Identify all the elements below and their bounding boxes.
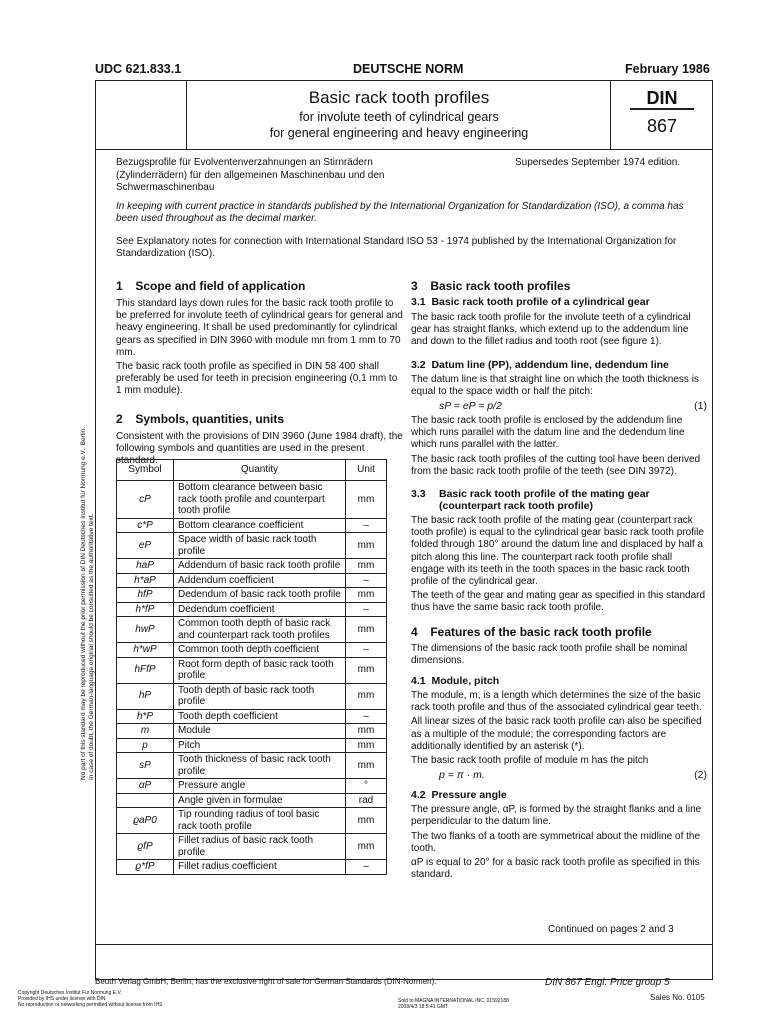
document-title: Basic rack tooth profiles xyxy=(308,88,490,107)
table-row xyxy=(117,793,387,808)
table-cell-quantity: Tooth depth of basic rack tooth profile xyxy=(174,683,346,709)
table-cell-unit: mm xyxy=(346,588,387,603)
table-cell-unit: mm xyxy=(346,753,387,779)
formula-1 xyxy=(439,400,707,412)
equation-number: (2) xyxy=(694,769,707,782)
table-row xyxy=(117,617,387,643)
continued-note: Continued on pages 2 and 3 xyxy=(548,924,674,935)
section-2-heading xyxy=(116,412,404,426)
table-cell-symbol: hwP xyxy=(117,617,174,643)
table-row xyxy=(117,753,387,779)
table-cell-unit: rad xyxy=(346,793,387,808)
table-row xyxy=(117,481,387,519)
table-row xyxy=(117,602,387,617)
section-1-heading xyxy=(116,279,404,293)
table-cell-symbol: sP xyxy=(117,753,174,779)
explanatory-note: See Explanatory notes for connection with International Standard ISO 53 - 1974 published by the International Organization for Standardization (ISO). xyxy=(116,236,677,260)
publication-date: February 1986 xyxy=(625,62,710,76)
formula-text: p = π · m. xyxy=(439,769,485,782)
table-cell-symbol: h*aP xyxy=(117,573,174,588)
table-cell-unit: mm xyxy=(346,738,387,753)
din-label: DIN xyxy=(646,88,678,108)
equation-number: (1) xyxy=(694,400,707,413)
copyright-line-1: Copyright Deutsches Institut Fur Normung E.V. xyxy=(18,990,122,996)
table-cell-symbol: p xyxy=(117,738,174,753)
table-cell-unit: mm xyxy=(346,617,387,643)
table-cell-symbol: cP xyxy=(117,481,174,519)
udc-code: UDC 621.833.1 xyxy=(95,62,182,76)
table-row xyxy=(117,808,387,834)
symbols-table xyxy=(116,459,387,875)
table-cell-unit: mm xyxy=(346,657,387,683)
footer-copyright xyxy=(18,990,163,1008)
table-cell-quantity: Tooth thickness of basic rack tooth profile xyxy=(174,753,346,779)
section-4-heading xyxy=(411,625,707,639)
table-cell-quantity: Module xyxy=(174,724,346,739)
table-cell-quantity: Space width of basic rack tooth profile xyxy=(174,533,346,559)
section-1-para-1: This standard lays down rules for the basic rack tooth profile to be preferred for involute teeth of cylindrical gears for general and heavy engineering. It shall be used predominantly for cylindrical gears as specified in DIN 3960 with module mn from 1 mm to 70 mm. xyxy=(116,298,403,358)
section-number: 3.3 xyxy=(411,488,426,501)
table-cell-quantity: Angle given in formulae xyxy=(174,793,346,808)
table-row xyxy=(117,588,387,603)
section-3-heading xyxy=(411,279,707,293)
table-row xyxy=(117,533,387,559)
table-cell-symbol: m xyxy=(117,724,174,739)
section-3-1-heading xyxy=(411,296,707,308)
table-cell-symbol: c*P xyxy=(117,518,174,533)
table-row xyxy=(117,657,387,683)
table-cell-quantity: Dedendum coefficient xyxy=(174,602,346,617)
german-title: Bezugsprofile für Evolventenverzahnungen an Stirnrädern (Zylinderrädern) für den allgemeinen Maschinenbau und den Schwermaschinenbau xyxy=(116,157,385,193)
table-cell-symbol: αP xyxy=(117,779,174,794)
section-4-1-para-3: The basic rack tooth profile of module m has the pitch xyxy=(411,755,649,767)
table-cell-symbol: hfP xyxy=(117,588,174,603)
table-cell-unit: mm xyxy=(346,808,387,834)
side-note-text xyxy=(80,240,96,780)
section-4-2-para-2: The two flanks of a tooth are symmetrical about the midline of the tooth. xyxy=(411,830,701,854)
table-cell-unit: – xyxy=(346,602,387,617)
section-number: 4.1 xyxy=(411,675,426,688)
table-cell-quantity: Addendum coefficient xyxy=(174,573,346,588)
section-3-1-para: The basic rack tooth profile for the involute teeth of a cylindrical gear has straight flanks, which extend up to the addendum line and down to the fillet radius and tooth root (see figure 1). xyxy=(411,312,691,348)
table-cell-unit: mm xyxy=(346,481,387,519)
table-cell-symbol: h*P xyxy=(117,709,174,724)
side-note-line-1: No part of this standard may be reproduced without the prior permission of DIN Deutsches Institut für Normung e.V., Berlin. xyxy=(80,426,87,780)
table-body xyxy=(117,481,387,875)
section-title: Basic rack tooth profile of a cylindrical gear xyxy=(431,296,650,308)
section-number: 3.2 xyxy=(411,358,426,371)
section-4-para: The dimensions of the basic rack tooth profile shall be nominal dimensions. xyxy=(411,642,688,666)
section-3-2-para-2: The basic rack tooth profile is enclosed by the addendum line which runs parallel with the datum line and the dedendum line which runs parallel with the latter. xyxy=(411,415,685,451)
section-title: Features of the basic rack tooth profile xyxy=(430,624,652,639)
section-4-1-heading xyxy=(411,675,707,687)
iso-note: In keeping with current practice in standards published by the International Organization for Standardization (ISO), a comma has been used throughout as the decimal marker. xyxy=(116,201,684,225)
col-header-symbol: Symbol xyxy=(117,460,174,481)
section-4-1-para-1: The module, m, is a length which determines the size of the basic rack tooth profile and thus of the associated cylindrical gear teeth. xyxy=(411,690,702,714)
formula-text: sP = eP = p/2 xyxy=(439,400,502,413)
section-title: Symbols, quantities, units xyxy=(135,411,285,426)
table-cell-unit: mm xyxy=(346,724,387,739)
table-cell-quantity: Common tooth depth coefficient xyxy=(174,643,346,658)
table-cell-quantity: Tip rounding radius of tool basic rack tooth profile xyxy=(174,808,346,834)
table-cell-quantity: Addendum of basic rack tooth profile xyxy=(174,559,346,574)
sold-timestamp: 2008/4/3 18:5:41 GMT xyxy=(398,1004,449,1010)
section-title: Pressure angle xyxy=(431,789,507,802)
table-cell-symbol xyxy=(117,793,174,808)
side-copyright-note xyxy=(38,240,95,780)
section-3-3-heading xyxy=(411,488,707,512)
section-1-para-2: The basic rack tooth profile as specified in DIN 58 400 shall preferably be used for teeth in precision engineering (0,1 mm to 1 mm module). xyxy=(116,361,398,397)
table-cell-unit: mm xyxy=(346,834,387,860)
table-row xyxy=(117,738,387,753)
table-row xyxy=(117,709,387,724)
table-cell-quantity: Tooth depth coefficient xyxy=(174,709,346,724)
table-cell-symbol: h*wP xyxy=(117,643,174,658)
table-row xyxy=(117,779,387,794)
table-cell-symbol: eP xyxy=(117,533,174,559)
section-3-2-heading xyxy=(411,359,707,371)
table-row xyxy=(117,834,387,860)
left-column xyxy=(116,279,404,469)
bottom-rule xyxy=(95,944,713,945)
table-cell-symbol: hP xyxy=(117,683,174,709)
table-cell-unit: – xyxy=(346,643,387,658)
table-cell-symbol: ϱfP xyxy=(117,834,174,860)
section-title: Datum line (PP), addendum line, dedendum line xyxy=(431,358,669,371)
table-row xyxy=(117,518,387,533)
table-cell-symbol: ϱaP0 xyxy=(117,808,174,834)
table-cell-quantity: Root form depth of basic rack tooth profile xyxy=(174,657,346,683)
section-number: 4.2 xyxy=(411,789,426,802)
section-3-2-para-3: The basic rack tooth profiles of the cutting tool have been derived from the basic rack tooth profile of the teeth (see DIN 3972). xyxy=(411,453,701,477)
table-cell-quantity: Fillet radius coefficient xyxy=(174,860,346,875)
footer-sold-to xyxy=(398,998,509,1010)
section-2-para-1: Consistent with the provisions of DIN 3960 (June 1984 draft), the following symbols and quantities are used in the present standard. xyxy=(116,430,403,467)
right-column xyxy=(411,279,707,884)
col-header-unit: Unit xyxy=(346,460,387,481)
copyright-line-2: Provided by IHS under license with DIN xyxy=(18,996,106,1002)
table-cell-unit: – xyxy=(346,709,387,724)
section-title: Module, pitch xyxy=(431,675,500,688)
section-title: Scope and field of application xyxy=(135,279,306,293)
section-4-1-para-2: All linear sizes of the basic rack tooth profile can also be specified as a multiple of the module; the corresponding factors are additionally identified by an asterisk (*). xyxy=(411,716,702,752)
footer-din-reference: DIN 867 Engl. Price group 5 xyxy=(545,977,670,988)
table-header-row xyxy=(117,460,387,481)
section-3-2-para-1: The datum line is that straight line on which the tooth thickness is equal to the space width or half the pitch: xyxy=(411,373,699,397)
table-cell-unit: – xyxy=(346,573,387,588)
section-4-2-para-1: The pressure angle, αP, is formed by the straight flanks and a line perpendicular to the datum line. xyxy=(411,804,702,828)
table-cell-quantity: Dedendum of basic rack tooth profile xyxy=(174,588,346,603)
section-number: 3 xyxy=(411,279,418,293)
table-cell-unit: – xyxy=(346,518,387,533)
table-cell-symbol: hFfP xyxy=(117,657,174,683)
footer-beuth-note: Beuth Verlag GmbH, Berlin, has the exclusive right of sale for German Standards (DIN-Normen). xyxy=(95,977,437,986)
table-cell-unit: ° xyxy=(346,779,387,794)
section-number: 4 xyxy=(411,624,418,639)
document-subtitle-1: for involute teeth of cylindrical gears xyxy=(299,110,499,124)
table-row xyxy=(117,683,387,709)
section-number: 2 xyxy=(116,411,123,426)
table-cell-quantity: Pitch xyxy=(174,738,346,753)
din-number: 867 xyxy=(646,116,678,136)
sold-to-line: Sold to:MAGNA INTERNATIONAL INC, 01592188 xyxy=(398,998,509,1004)
table-cell-unit: – xyxy=(346,860,387,875)
title-box-left-cell xyxy=(95,80,187,150)
table-row xyxy=(117,643,387,658)
table-cell-symbol: h*fP xyxy=(117,602,174,617)
section-4-2-heading xyxy=(411,789,707,801)
document-header xyxy=(95,62,715,80)
section-4-2-para-3: αP is equal to 20° for a basic rack tooth profile as specified in this standard. xyxy=(411,857,700,881)
table-row xyxy=(117,559,387,574)
footer-sales-number: Sales No. 0105 xyxy=(650,993,705,1002)
table-cell-symbol: ϱ*fP xyxy=(117,860,174,875)
col-header-quantity: Quantity xyxy=(174,460,346,481)
symbols-table-wrapper xyxy=(116,459,387,875)
table-cell-symbol: haP xyxy=(117,559,174,574)
section-number: 1 xyxy=(116,279,123,293)
table-cell-unit: mm xyxy=(346,683,387,709)
table-cell-quantity: Pressure angle xyxy=(174,779,346,794)
section-title: Basic rack tooth profiles xyxy=(430,279,571,293)
side-note-line-2: In case of doubt, the German-language original should be consulted as the authoritative text. xyxy=(88,513,95,780)
table-cell-unit: mm xyxy=(346,533,387,559)
section-number: 3.1 xyxy=(411,296,426,308)
section-title: Basic rack tooth profile of the mating gear (counterpart rack tooth profile) xyxy=(439,488,650,513)
table-row xyxy=(117,573,387,588)
supersedes-note: Supersedes September 1974 edition. xyxy=(515,157,681,168)
table-row xyxy=(117,860,387,875)
table-cell-quantity: Bottom clearance between basic rack tooth profile and counterpart tooth profile xyxy=(174,481,346,519)
table-row xyxy=(117,724,387,739)
document-subtitle-2: for general engineering and heavy engineering xyxy=(269,126,529,140)
section-3-3-para-1: The basic rack tooth profile of the mating gear (counterpart rack tooth profile) is equal to the cylindrical gear basic rack tooth profile folded through 180° around the datum line and displaced by half a pitch along this line. The counterpart rack tooth profile shall engage with its teeth in the tooth spaces in the basic rack tooth profile of the cylindrical gear. xyxy=(411,515,704,588)
table-cell-quantity: Bottom clearance coefficient xyxy=(174,518,346,533)
section-3-3-para-2: The teeth of the gear and mating gear as specified in this standard thus have the same basic rack tooth profile. xyxy=(411,590,706,614)
table-cell-quantity: Common tooth depth of basic rack and counterpart rack tooth profiles xyxy=(174,617,346,643)
table-cell-unit: mm xyxy=(346,559,387,574)
norm-label: DEUTSCHE NORM xyxy=(353,62,464,76)
din-underline xyxy=(630,108,694,110)
formula-2 xyxy=(439,769,707,781)
table-cell-quantity: Fillet radius of basic rack tooth profile xyxy=(174,834,346,860)
copyright-line-3: No reproduction or networking permitted without license from IHS xyxy=(18,1002,163,1008)
